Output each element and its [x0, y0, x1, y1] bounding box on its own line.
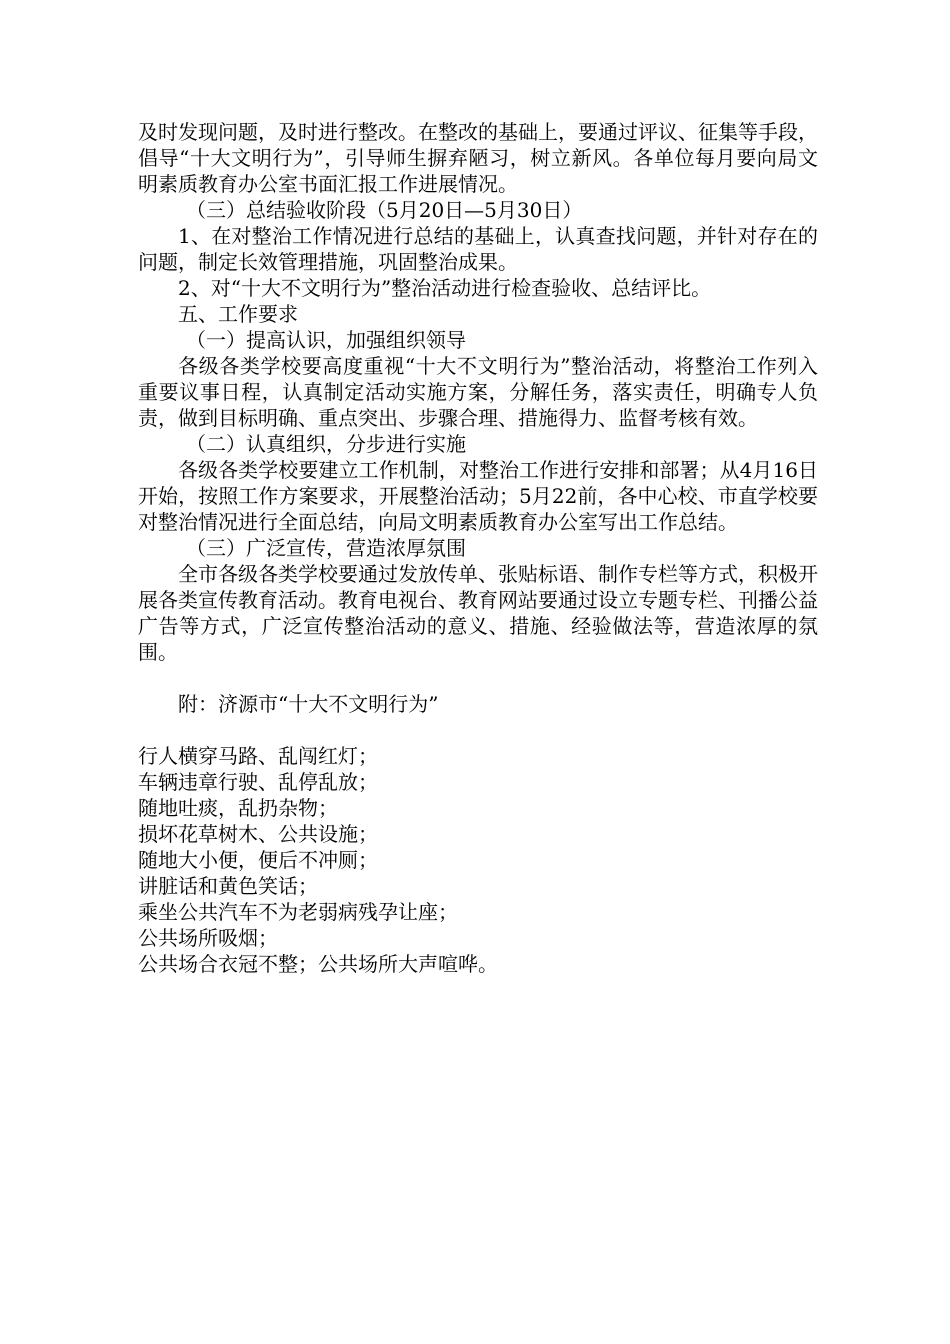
list-item: 公共场所吸烟； — [138, 926, 278, 950]
subheading-organize-carefully: （二）认真组织，分步进行实施 — [186, 432, 466, 456]
list-item: 公共场合衣冠不整；公共场所大声喧哗。 — [138, 952, 498, 976]
list-item: 乘坐公共汽车不为老弱病残孕让座； — [138, 900, 458, 924]
section-heading-summary-stage: （三）总结验收阶段（5月20日—5月30日） — [186, 198, 583, 222]
paragraph-summary-item-1: 1、在对整治工作情况进行总结的基础上，认真查找问题，并针对存在的问题，制定长效管理措施，巩固整治成果。 — [138, 224, 818, 274]
paragraph-publicity: 全市各级各类学校要通过发放传单、张贴标语、制作专栏等方式，积极开展各类宣传教育活动。教育电视台、教育网站要通过设立专题专栏、刊播公益广告等方式，广泛宣传整治活动的意义、措施、经验做法等，营造浓厚的氛围。 — [138, 562, 818, 664]
list-item: 行人横穿马路、乱闯红灯； — [138, 744, 378, 768]
appendix-title: 附：济源市“十大不文明行为” — [178, 692, 439, 716]
list-item: 讲脏话和黄色笑话； — [138, 874, 318, 898]
document-body — [138, 119, 818, 977]
appendix-list — [138, 743, 818, 977]
paragraph-continuation: 及时发现问题，及时进行整改。在整改的基础上，要通过评议、征集等手段，倡导“十大文明行为”，引导师生摒弃陋习，树立新风。各单位每月要向局文明素质教育办公室书面汇报工作进展情况。 — [138, 120, 818, 196]
paragraph-organize-carefully: 各级各类学校要建立工作机制，对整治工作进行安排和部署；从4月16日开始，按照工作方案要求，开展整治活动；5月22前，各中心校、市直学校要对整治情况进行全面总结，向局文明素质教育办公室写出工作总结。 — [138, 458, 818, 534]
list-item: 车辆违章行驶、乱停乱放； — [138, 770, 378, 794]
blank-line — [138, 717, 818, 743]
blank-line — [138, 665, 818, 691]
paragraph-raise-awareness: 各级各类学校要高度重视“十大不文明行为”整治活动，将整治工作列入重要议事日程，认真制定活动实施方案，分解任务，落实责任，明确专人负责，做到目标明确、重点突出、步骤合理、措施得力、监督考核有效。 — [138, 354, 818, 430]
list-item: 损坏花草树木、公共设施； — [138, 822, 378, 846]
list-item: 随地吐痰，乱扔杂物； — [138, 796, 338, 820]
paragraph-summary-item-2: 2、对“十大不文明行为”整治活动进行检查验收、总结评比。 — [178, 276, 712, 300]
section-heading-work-requirements: 五、工作要求 — [178, 302, 298, 326]
list-item: 随地大小便，便后不冲厕； — [138, 848, 378, 872]
subheading-publicity: （三）广泛宣传，营造浓厚氛围 — [186, 536, 466, 560]
subheading-raise-awareness: （一）提高认识，加强组织领导 — [186, 328, 466, 352]
